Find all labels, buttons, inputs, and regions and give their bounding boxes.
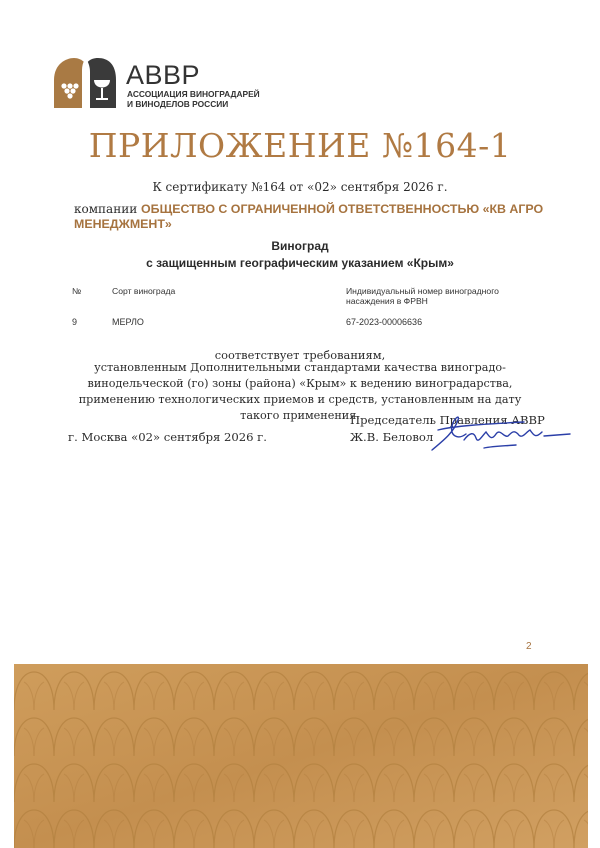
document-title: ПРИЛОЖЕНИЕ №164-1: [88, 126, 512, 165]
decorative-footer-band: [14, 664, 588, 848]
chair-name: Ж.В. Беловол: [350, 430, 434, 444]
product-title: Виноград: [271, 239, 329, 253]
logo-abbreviation: АВВР: [126, 60, 201, 90]
column-header-variety: Сорт винограда: [112, 286, 176, 296]
product-subtitle: с защищенным географическим указанием «Крым»: [146, 256, 454, 270]
company-label: компании: [74, 202, 138, 216]
standards-paragraph: установленным Дополнительными стандартами качества виноградо-винодельческой (го) зоны (района) «Крым» к ведению виноградарства, применению технологических приемов и средств, установленным на дату такого применения.: [78, 361, 522, 422]
row-variety: МЕРЛО: [112, 317, 144, 327]
column-header-vineyard-id: Индивидуальный номер виноградного насаждения в ФРВН: [346, 286, 499, 306]
handwritten-signature: [424, 410, 574, 460]
conformity-line: соответствует требованиям,: [214, 348, 386, 362]
column-header-number: №: [72, 286, 82, 296]
place-and-date: г. Москва «02» сентября 2026 г.: [68, 430, 267, 444]
page-number: 2: [526, 641, 532, 652]
avvr-logo-icon: [52, 58, 118, 108]
chair-title: Председатель Правления АВВР: [350, 413, 545, 427]
company-line: [74, 202, 544, 232]
logo-subtitle-line2: И ВИНОДЕЛОВ РОССИИ: [127, 99, 229, 109]
company-name: ОБЩЕСТВО С ОГРАНИЧЕННОЙ ОТВЕТСТВЕННОСТЬЮ «КВ АГРО МЕНЕДЖМЕНТ»: [74, 202, 544, 231]
row-number: 9: [72, 317, 78, 327]
logo-subtitle-line1: АССОЦИАЦИЯ ВИНОГРАДАРЕЙ: [127, 89, 260, 99]
logo-subtitle: [127, 89, 260, 109]
certificate-reference: К сертификату №164 от «02» сентября 2026 г.: [152, 180, 448, 194]
row-vineyard-id: 67-2023-00006636: [346, 317, 423, 327]
